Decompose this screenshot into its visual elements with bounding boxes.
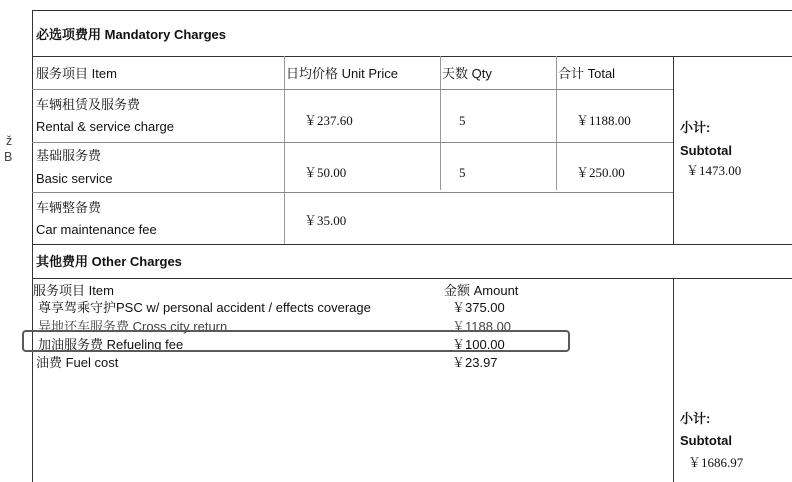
table-row-name-cn: 车辆租赁及服务费 bbox=[36, 97, 141, 112]
col-divider bbox=[673, 278, 674, 482]
header-amount: 金额 Amount bbox=[444, 283, 519, 298]
row-divider bbox=[32, 142, 673, 143]
highlight-box bbox=[22, 330, 570, 352]
table-row-name-en: Car maintenance fee bbox=[36, 222, 157, 237]
divider bbox=[32, 278, 792, 279]
header-qty: 天数 Qty bbox=[442, 66, 492, 81]
list-item-amount: ￥1188.00 bbox=[452, 319, 512, 334]
subtotal-label-en: Subtotal bbox=[680, 143, 732, 158]
header-item: 服务项目 Item bbox=[36, 66, 117, 81]
col-divider bbox=[673, 56, 674, 244]
list-item-amount: ￥100.00 bbox=[452, 337, 505, 352]
subtotal-label-cn: 小计: bbox=[680, 120, 711, 135]
top-border bbox=[32, 10, 792, 11]
qty-cell: 5 bbox=[459, 113, 466, 128]
total-cell: ￥1188.00 bbox=[576, 113, 631, 128]
other-section-title: 其他费用 Other Charges bbox=[36, 254, 182, 269]
table-row-name-cn: 车辆整备费 bbox=[36, 200, 102, 215]
list-item-name: 异地还车服务费 Cross city return bbox=[38, 319, 228, 334]
margin-glyph: B bbox=[4, 150, 13, 164]
subtotal-label-en: Subtotal bbox=[680, 433, 732, 448]
subtotal-value: ￥1686.97 bbox=[688, 455, 744, 470]
unit-price-cell: ￥237.60 bbox=[304, 113, 353, 128]
mandatory-section-title: 必选项费用 Mandatory Charges bbox=[36, 27, 226, 42]
subtotal-value: ￥1473.00 bbox=[686, 163, 742, 178]
divider bbox=[32, 56, 792, 57]
list-item-name: 尊享驾乘守护PSC w/ personal accident / effects coverage bbox=[38, 300, 371, 315]
list-item-name: 油费 Fuel cost bbox=[36, 355, 119, 370]
table-row-name-en: Rental & service charge bbox=[36, 119, 175, 134]
header-unit-price: 日均价格 Unit Price bbox=[286, 66, 398, 81]
divider bbox=[32, 244, 792, 245]
list-item-amount: ￥23.97 bbox=[452, 355, 498, 370]
list-item-amount: ￥375.00 bbox=[452, 300, 505, 315]
qty-cell: 5 bbox=[459, 165, 466, 180]
unit-price-cell: ￥50.00 bbox=[304, 165, 347, 180]
col-divider bbox=[284, 56, 285, 244]
list-item-name: 加油服务费 Refueling fee bbox=[38, 337, 184, 352]
table-row-name-en: Basic service bbox=[36, 171, 113, 186]
total-cell: ￥250.00 bbox=[576, 165, 625, 180]
subtotal-label-cn: 小计: bbox=[680, 411, 711, 426]
margin-glyph: ž bbox=[6, 134, 13, 148]
left-border bbox=[32, 10, 33, 482]
header-item: 服务项目 Item bbox=[33, 283, 114, 298]
header-total: 合计 Total bbox=[558, 66, 616, 81]
row-divider bbox=[32, 192, 673, 193]
table-row-name-cn: 基础服务费 bbox=[36, 148, 102, 163]
col-divider bbox=[556, 56, 557, 190]
col-divider bbox=[440, 56, 441, 190]
unit-price-cell: ￥35.00 bbox=[304, 213, 347, 228]
row-divider bbox=[32, 89, 673, 90]
